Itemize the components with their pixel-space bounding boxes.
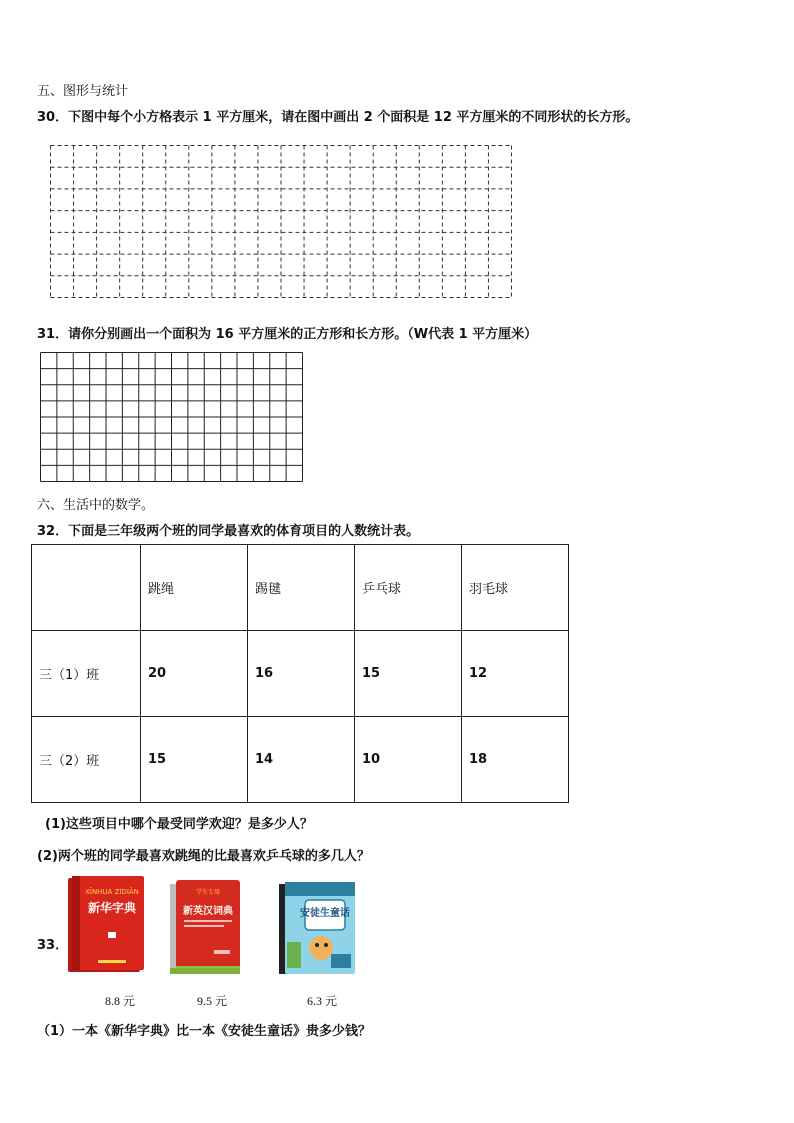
question-31: 31．请你分别画出一个面积为 16 平方厘米的正方形和长方形。（W代表 1 平方厘米）: [37, 327, 538, 342]
section-6-title: 六、生活中的数学。: [37, 498, 155, 513]
table-cell: 12: [462, 631, 569, 717]
dictionary-subtitle: XĪNHUÁ ZÌDIǍN: [85, 888, 139, 896]
price-andersen: 6.3 元: [307, 994, 338, 1008]
table-cell: 20: [141, 631, 248, 717]
storybook-title: 安徒生童话: [300, 908, 350, 919]
header-cell: 羽毛球: [462, 545, 569, 631]
question-30: 30．下图中每个小方格表示 1 平方厘米，请在图中画出 2 个面积是 12 平方厘米的不同形状的长方形。: [37, 110, 639, 125]
header-cell: 跳绳: [141, 545, 248, 631]
table-cell: 15: [355, 631, 462, 717]
table-corner-cell: [32, 545, 141, 631]
section-5-title: 五、图形与统计: [37, 84, 129, 99]
question-33-sub-1: （1）一本《新华字典》比一本《安徒生童话》贵多少钱？: [37, 1024, 372, 1039]
dictionary-cover-icon: [68, 876, 144, 974]
solid-grid-q31: [40, 352, 303, 482]
dictionary-series-label: 学生专用: [195, 889, 221, 896]
table-row: [32, 631, 569, 717]
row-label: 三（2）班: [32, 717, 141, 803]
dashed-grid-q30: [50, 145, 512, 298]
price-english-dict: 9.5 元: [197, 994, 228, 1008]
dictionary-title: 新英汉词典: [183, 906, 233, 917]
sports-stats-table: [31, 544, 569, 803]
question-33-number: 33．: [37, 938, 69, 953]
table-cell: 18: [462, 717, 569, 803]
row-label: 三（1）班: [32, 631, 141, 717]
header-cell: 乒乓球: [355, 545, 462, 631]
table-cell: 10: [355, 717, 462, 803]
table-header-row: [32, 545, 569, 631]
xinhua-dictionary-image: [68, 876, 144, 974]
header-cell: 踢毽: [248, 545, 355, 631]
price-xinhua: 8.8 元: [105, 994, 136, 1008]
table-cell: 15: [141, 717, 248, 803]
dictionary-title: 新华字典: [87, 901, 137, 915]
english-chinese-dictionary-image: [170, 880, 242, 976]
table-cell: 16: [248, 631, 355, 717]
question-32-sub-1: (1)这些项目中哪个最受同学欢迎？是多少人？: [45, 817, 313, 832]
dictionary-cover-icon: [170, 880, 242, 976]
question-32-sub-2: (2)两个班的同学最喜欢跳绳的比最喜欢乒乓球的多几人？: [37, 849, 370, 864]
question-32: 32．下面是三年级两个班的同学最喜欢的体育项目的人数统计表。: [37, 524, 420, 539]
table-row: [32, 717, 569, 803]
storybook-cover-icon: [279, 882, 357, 976]
andersen-fairy-tales-image: [279, 882, 357, 976]
table-cell: 14: [248, 717, 355, 803]
